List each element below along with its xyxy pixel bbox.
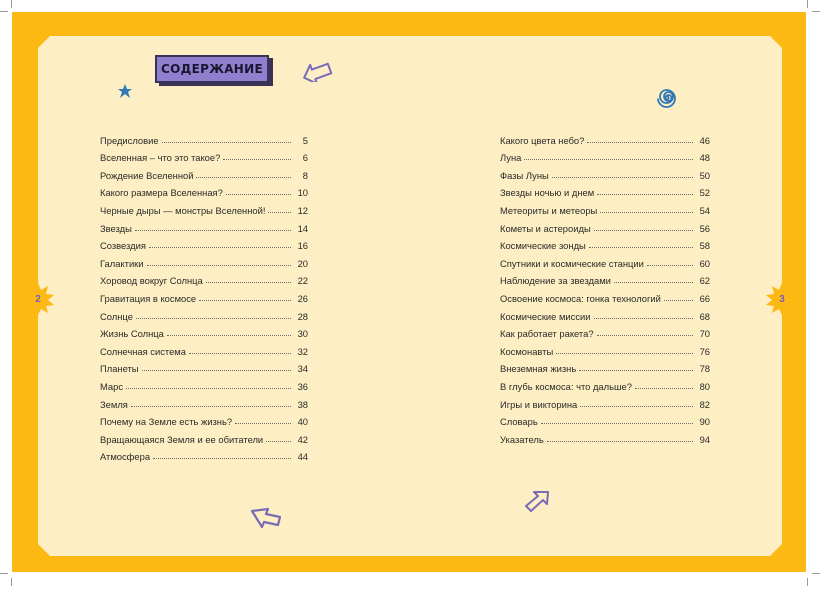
arrow-icon: [522, 488, 552, 514]
toc-entry-title: Какого размера Вселенная?: [100, 187, 223, 199]
toc-dot-leader: [266, 441, 291, 442]
toc-entry-page: 16: [297, 240, 308, 252]
toc-entry-title: Планеты: [100, 363, 139, 375]
toc-entry: [100, 339, 308, 357]
toc-entry-title: Вселенная – что это такое?: [100, 152, 221, 164]
spiral-icon: [655, 86, 679, 110]
toc-entry: [500, 128, 710, 146]
page-number-right: [765, 282, 799, 316]
toc-dot-leader: [594, 230, 693, 231]
toc-left-column: [100, 128, 308, 462]
toc-dot-leader: [664, 300, 693, 301]
toc-entry: [500, 269, 710, 287]
toc-dot-leader: [223, 159, 291, 160]
crop-mark: [11, 0, 12, 8]
toc-dot-leader: [547, 441, 693, 442]
toc-dot-leader: [196, 177, 291, 178]
toc-entry-title: Черные дыры — монстры Вселенной!: [100, 204, 266, 216]
toc-entry-title: Кометы и астероиды: [500, 222, 591, 234]
toc-entry-page: 22: [297, 275, 308, 287]
toc-dot-leader: [600, 212, 693, 213]
toc-entry-title: Солнечная система: [100, 345, 186, 357]
toc-entry-page: 44: [297, 451, 308, 463]
toc-entry: [100, 445, 308, 463]
toc-entry-title: Созвездия: [100, 240, 146, 252]
toc-entry-title: Звезды: [100, 222, 132, 234]
toc-entry-title: Жизнь Солнца: [100, 328, 164, 340]
crop-mark: [0, 11, 8, 12]
toc-entry: [500, 357, 710, 375]
toc-entry-title: Рождение Вселенной: [100, 169, 194, 181]
toc-entry-page: 8: [302, 169, 308, 181]
toc-entry-page: 5: [302, 134, 308, 146]
toc-entry: [500, 234, 710, 252]
toc-entry: [500, 374, 710, 392]
toc-entry-page: 80: [699, 380, 710, 392]
toc-dot-leader: [199, 300, 291, 301]
page-number-right-label: 3: [779, 293, 785, 305]
toc-dot-leader: [162, 142, 291, 143]
toc-entry: [100, 410, 308, 428]
toc-entry: [100, 128, 308, 146]
toc-entry: [100, 181, 308, 199]
toc-dot-leader: [589, 247, 693, 248]
toc-entry-page: 10: [297, 187, 308, 199]
toc-dot-leader: [556, 353, 693, 354]
toc-entry: [500, 392, 710, 410]
toc-entry-title: Почему на Земле есть жизнь?: [100, 416, 233, 428]
toc-entry-page: 48: [699, 152, 710, 164]
toc-entry-title: Земля: [100, 398, 128, 410]
crop-mark: [11, 578, 12, 586]
toc-entry: [100, 251, 308, 269]
toc-entry-page: 66: [699, 292, 710, 304]
crop-mark: [807, 578, 808, 586]
toc-entry-page: 68: [699, 310, 710, 322]
toc-entry-title: Метеориты и метеоры: [500, 204, 598, 216]
toc-entry-title: В глубь космоса: что дальше?: [500, 380, 632, 392]
toc-dot-leader: [524, 159, 693, 160]
toc-entry-page: 50: [699, 169, 710, 181]
toc-entry-title: Спутники и космические станции: [500, 257, 644, 269]
toc-entry-page: 94: [699, 433, 710, 445]
toc-entry-page: 6: [302, 152, 308, 164]
toc-entry-title: Марс: [100, 380, 124, 392]
toc-dot-leader: [647, 265, 693, 266]
toc-entry-title: Космические зонды: [500, 240, 586, 252]
toc-entry: [500, 339, 710, 357]
toc-entry-page: 54: [699, 204, 710, 216]
toc-entry: [100, 286, 308, 304]
toc-entry-page: 62: [699, 275, 710, 287]
toc-entry-title: Словарь: [500, 416, 538, 428]
toc-entry-page: 28: [297, 310, 308, 322]
toc-entry-title: Луна: [500, 152, 522, 164]
toc-entry: [500, 322, 710, 340]
toc-entry: [500, 286, 710, 304]
toc-right-column: [500, 128, 710, 445]
toc-entry-page: 40: [297, 416, 308, 428]
toc-entry-page: 70: [699, 328, 710, 340]
toc-dot-leader: [226, 194, 291, 195]
toc-entry-page: 34: [297, 363, 308, 375]
toc-entry: [500, 163, 710, 181]
toc-entry-page: 30: [297, 328, 308, 340]
toc-entry: [500, 146, 710, 164]
toc-entry-title: Предисловие: [100, 134, 159, 146]
toc-entry-title: Внеземная жизнь: [500, 363, 577, 375]
toc-entry: [500, 251, 710, 269]
toc-entry: [100, 322, 308, 340]
toc-entry-title: Какого цвета небо?: [500, 134, 585, 146]
toc-entry: [100, 357, 308, 375]
toc-entry: [100, 146, 308, 164]
toc-entry-title: Космические миссии: [500, 310, 591, 322]
crop-mark: [812, 11, 820, 12]
page-title-text: СОДЕРЖАНИЕ: [161, 62, 263, 76]
toc-dot-leader: [594, 318, 693, 319]
toc-entry-page: 78: [699, 363, 710, 375]
toc-dot-leader: [206, 282, 291, 283]
toc-entry: [500, 410, 710, 428]
star-icon: [117, 83, 133, 99]
toc-entry: [100, 198, 308, 216]
toc-entry-page: 20: [297, 257, 308, 269]
toc-entry: [500, 181, 710, 199]
toc-entry: [100, 374, 308, 392]
toc-entry-page: 36: [297, 380, 308, 392]
page-number-left: [21, 282, 55, 316]
toc-entry: [500, 427, 710, 445]
crop-mark: [812, 573, 820, 574]
toc-dot-leader: [597, 335, 693, 336]
page-title: [155, 55, 275, 87]
toc-dot-leader: [147, 265, 291, 266]
page-number-left-label: 2: [35, 293, 41, 305]
toc-dot-leader: [235, 423, 291, 424]
toc-entry: [500, 216, 710, 234]
toc-entry-title: Гравитация в космосе: [100, 292, 197, 304]
toc-entry-page: 26: [297, 292, 308, 304]
toc-entry-title: Как работает ракета?: [500, 328, 594, 340]
toc-dot-leader: [552, 177, 693, 178]
toc-entry-page: 38: [297, 398, 308, 410]
toc-dot-leader: [268, 212, 291, 213]
toc-entry-page: 60: [699, 257, 710, 269]
toc-entry: [100, 427, 308, 445]
toc-entry-page: 12: [297, 204, 308, 216]
toc-entry-page: 52: [699, 187, 710, 199]
crop-mark: [0, 573, 8, 574]
toc-dot-leader: [131, 406, 291, 407]
toc-dot-leader: [541, 423, 693, 424]
toc-dot-leader: [614, 282, 693, 283]
toc-dot-leader: [126, 388, 291, 389]
toc-dot-leader: [149, 247, 291, 248]
toc-entry-title: Галактики: [100, 257, 144, 269]
toc-dot-leader: [189, 353, 291, 354]
toc-dot-leader: [579, 370, 693, 371]
toc-dot-leader: [136, 318, 291, 319]
toc-dot-leader: [153, 458, 291, 459]
toc-entry-title: Указатель: [500, 433, 544, 445]
toc-entry-page: 82: [699, 398, 710, 410]
toc-entry-page: 76: [699, 345, 710, 357]
toc-entry-title: Наблюдение за звездами: [500, 275, 611, 287]
toc-dot-leader: [587, 142, 693, 143]
toc-entry-title: Вращающаяся Земля и ее обитатели: [100, 433, 264, 445]
arrow-icon: [300, 58, 334, 82]
toc-entry-page: 14: [297, 222, 308, 234]
toc-entry-title: Фазы Луны: [500, 169, 549, 181]
toc-dot-leader: [597, 194, 693, 195]
toc-entry-title: Солнце: [100, 310, 133, 322]
toc-dot-leader: [580, 406, 693, 407]
toc-entry: [100, 304, 308, 322]
toc-entry-title: Атмосфера: [100, 451, 151, 463]
toc-dot-leader: [635, 388, 693, 389]
toc-entry: [500, 198, 710, 216]
crop-mark: [807, 0, 808, 8]
toc-entry-page: 90: [699, 416, 710, 428]
toc-entry: [100, 234, 308, 252]
toc-entry-title: Звезды ночью и днем: [500, 187, 595, 199]
toc-entry: [100, 269, 308, 287]
toc-dot-leader: [142, 370, 291, 371]
toc-entry: [500, 304, 710, 322]
toc-entry: [100, 163, 308, 181]
toc-entry: [100, 216, 308, 234]
toc-entry-title: Космонавты: [500, 345, 554, 357]
toc-entry-page: 58: [699, 240, 710, 252]
toc-entry-title: Освоение космоса: гонка технологий: [500, 292, 661, 304]
toc-entry-page: 32: [297, 345, 308, 357]
toc-entry-page: 42: [297, 433, 308, 445]
toc-entry: [100, 392, 308, 410]
toc-entry-title: Игры и викторина: [500, 398, 578, 410]
toc-entry-page: 46: [699, 134, 710, 146]
toc-entry-title: Хоровод вокруг Солнца: [100, 275, 203, 287]
toc-entry-page: 56: [699, 222, 710, 234]
toc-dot-leader: [135, 230, 291, 231]
arrow-icon: [248, 505, 284, 531]
toc-dot-leader: [167, 335, 291, 336]
